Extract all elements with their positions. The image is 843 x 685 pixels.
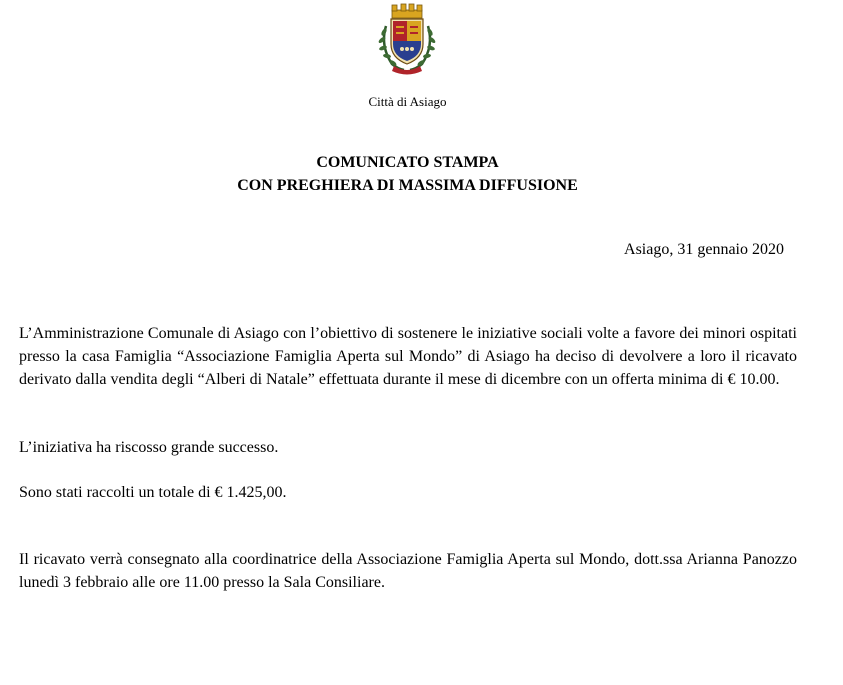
- coat-of-arms-icon: [376, 2, 438, 76]
- body-paragraph-4: Il ricavato verrà consegnato alla coordinatrice della Associazione Famiglia Aperta sul Mondo, dott.ssa Arianna Panozzo lunedì 3 febbraio alle ore 11.00 presso la Sala Consiliare.: [19, 551, 797, 591]
- press-release-title: COMUNICATO STAMPA: [316, 154, 499, 171]
- press-release-subtitle: CON PREGHIERA DI MASSIMA DIFFUSIONE: [237, 177, 578, 194]
- body-paragraph-2: L’iniziativa ha riscosso grande successo.: [19, 439, 279, 456]
- document-date: Asiago, 31 gennaio 2020: [624, 241, 784, 258]
- city-name: Città di Asiago: [368, 94, 447, 109]
- body-paragraph-1: L’Amministrazione Comunale di Asiago con l’obiettivo di sostenere le iniziative sociali volte a favore dei minori ospitati presso la casa Famiglia “Associazione Famiglia Aperta sul Mondo” di Asiago ha deciso di devolvere a loro il ricavato derivato dalla vendita degli “Alberi di Natale” effettuata durante il mese di dicembre con un offerta minima di € 10.00.: [19, 325, 797, 388]
- body-paragraph-3: Sono stati raccolti un totale di € 1.425,00.: [19, 484, 287, 501]
